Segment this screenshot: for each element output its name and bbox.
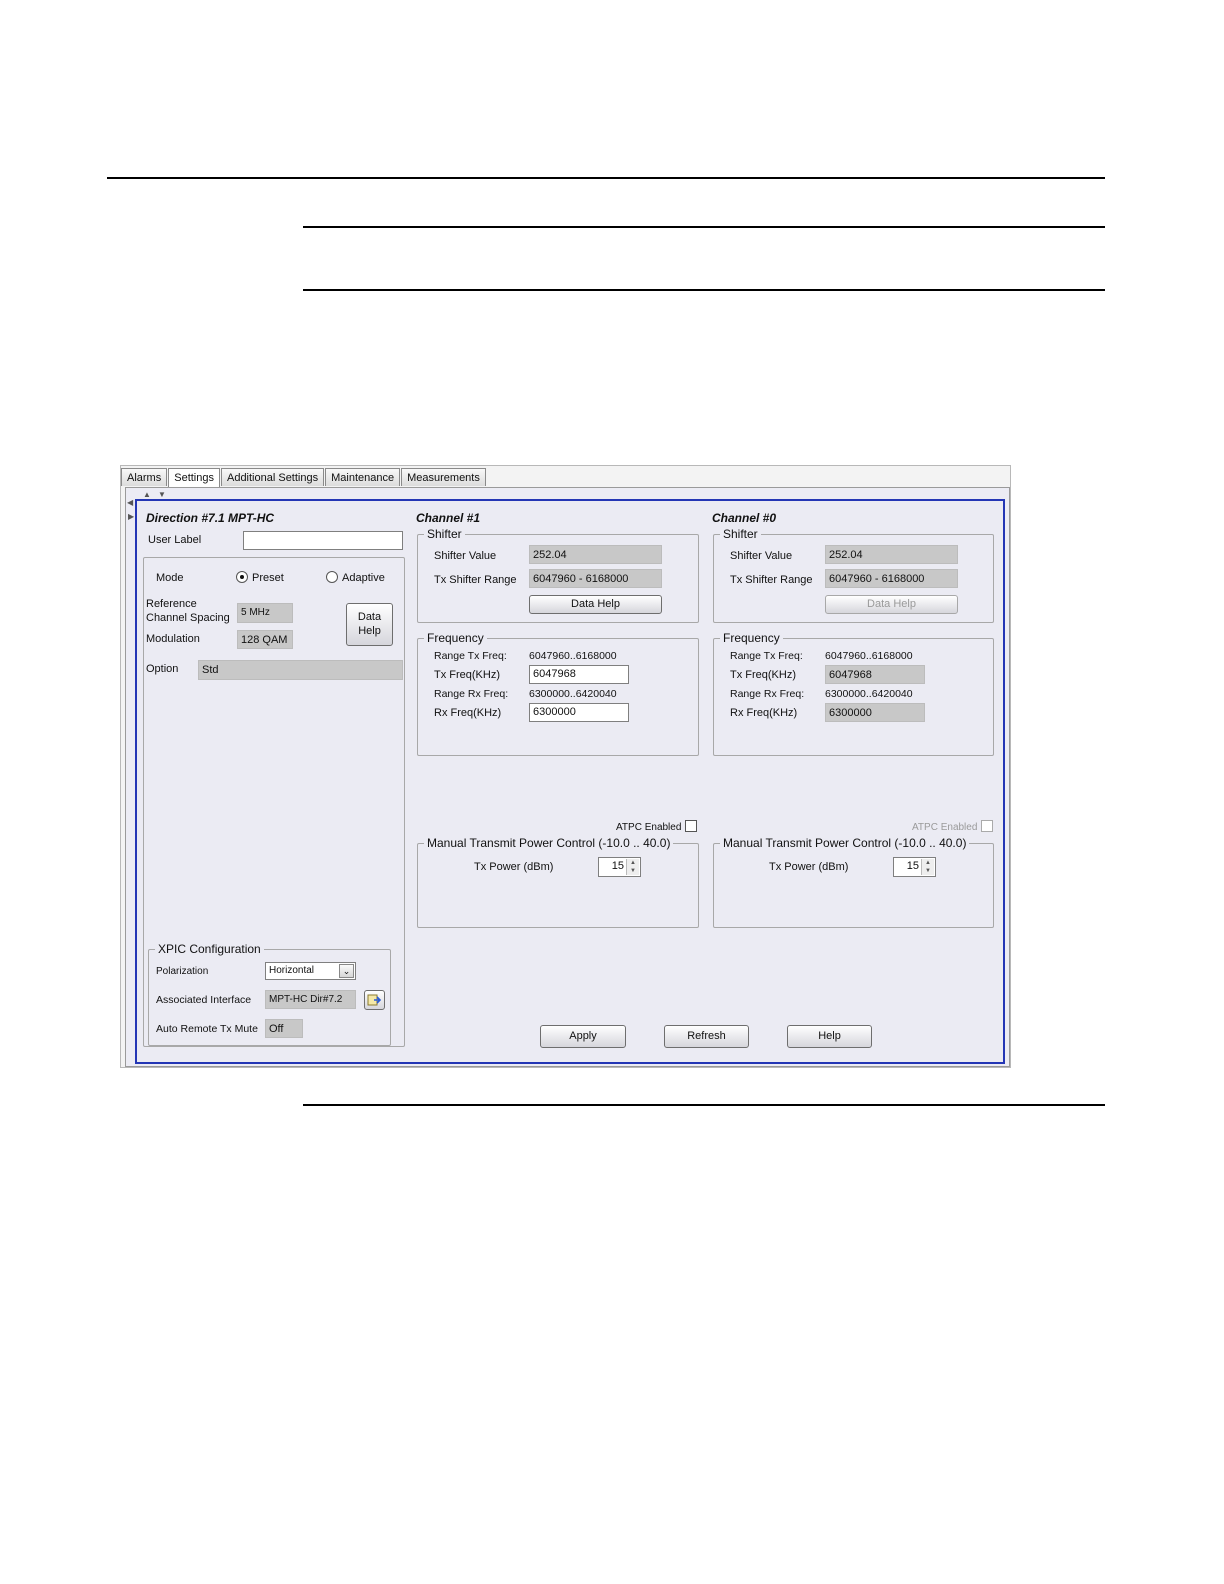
associated-interface-label: Associated Interface <box>156 994 252 1006</box>
polarization-select[interactable] <box>265 962 356 980</box>
channel1-rx-freq-label: Rx Freq(KHz) <box>434 707 502 719</box>
option-label: Option <box>146 663 179 675</box>
channel0-mtpc-group <box>713 836 994 928</box>
page-rule-3 <box>303 289 1105 291</box>
channel0-range-tx-label: Range Tx Freq: <box>730 650 803 662</box>
channel0-frequency-legend: Frequency <box>720 631 783 645</box>
tab-bar <box>121 468 487 488</box>
collapse-down-icon[interactable]: ▼ <box>158 490 166 499</box>
channel1-data-help-button[interactable]: Data Help <box>529 595 662 614</box>
mode-label: Mode <box>156 572 184 584</box>
collapse-up-icon[interactable]: ▲ <box>143 490 151 499</box>
mode-adaptive-label: Adaptive <box>342 572 385 584</box>
channel0-title: Channel #0 <box>712 511 777 525</box>
page-rule-2 <box>303 226 1105 228</box>
channel0-range-tx-value: 6047960..6168000 <box>825 650 913 662</box>
page-rule-bottom <box>303 1104 1105 1106</box>
auto-remote-tx-mute-value: Off <box>265 1019 303 1038</box>
associated-interface-nav-button[interactable] <box>364 990 385 1010</box>
channel1-shifter-legend: Shifter <box>424 527 465 541</box>
channel0-tx-power-value: 15 <box>906 860 919 872</box>
tab-maintenance[interactable]: Maintenance <box>325 468 400 486</box>
channel-spacing-value: 5 MHz <box>237 603 293 623</box>
channel0-range-rx-label: Range Rx Freq: <box>730 688 805 700</box>
channel-spacing-label: Channel Spacing <box>146 612 230 624</box>
tab-measurements[interactable]: Measurements <box>401 468 486 486</box>
refresh-button[interactable]: Refresh <box>664 1025 749 1048</box>
channel0-tx-shifter-range: 6047960 - 6168000 <box>825 569 958 588</box>
reference-label: Reference <box>146 598 197 610</box>
channel1-range-tx-label: Range Tx Freq: <box>434 650 507 662</box>
polarization-label: Polarization <box>156 966 209 977</box>
modulation-value: 128 QAM <box>237 630 293 649</box>
polarization-value: Horizontal <box>269 965 315 976</box>
channel1-tx-shifter-range-label: Tx Shifter Range <box>434 574 517 586</box>
channel1-tx-shifter-range: 6047960 - 6168000 <box>529 569 662 588</box>
channel1-shifter-value: 252.04 <box>529 545 662 564</box>
channel0-shifter-value-label: Shifter Value <box>730 550 793 562</box>
channel1-mtpc-legend: Manual Transmit Power Control (-10.0 .. 40.0) <box>424 836 673 850</box>
channel0-tx-freq-label: Tx Freq(KHz) <box>730 669 796 681</box>
expand-right-icon[interactable]: ▶ <box>128 512 135 521</box>
settings-panel <box>135 499 1005 1064</box>
channel0-tx-freq-value: 6047968 <box>825 665 925 684</box>
data-help-line1: Data <box>357 611 382 623</box>
expand-left-icon[interactable]: ◀ <box>127 498 134 507</box>
spinner-arrows-icon[interactable]: ▲ ▼ <box>626 859 639 875</box>
channel0-tx-power-spinner[interactable] <box>893 857 936 877</box>
channel1-range-rx-value: 6300000..6420040 <box>529 688 617 700</box>
channel1-shifter-value-label: Shifter Value <box>434 550 497 562</box>
channel0-rx-freq-value: 6300000 <box>825 703 925 722</box>
tab-additional-settings[interactable]: Additional Settings <box>221 468 324 486</box>
user-label-label: User Label <box>148 534 202 546</box>
channel1-mtpc-group <box>417 836 699 928</box>
page-rule-top <box>107 177 1105 179</box>
channel1-atpc-label: ATPC Enabled <box>616 822 682 833</box>
channel1-tx-power-label: Tx Power (dBm) <box>474 861 554 873</box>
radio-selected-dot <box>240 575 244 579</box>
channel0-shifter-value: 252.04 <box>825 545 958 564</box>
channel1-title: Channel #1 <box>416 511 481 525</box>
channel1-tx-freq-label: Tx Freq(KHz) <box>434 669 500 681</box>
direction-title: Direction #7.1 MPT-HC <box>146 511 275 525</box>
channel0-shifter-legend: Shifter <box>720 527 761 541</box>
channel1-tx-freq-input[interactable]: 6047968 <box>529 665 629 684</box>
channel1-tx-power-value: 15 <box>611 860 624 872</box>
tab-alarms[interactable]: Alarms <box>121 468 167 486</box>
settings-window <box>120 465 1011 1068</box>
go-to-icon <box>367 993 382 1007</box>
user-label-input[interactable] <box>243 531 403 550</box>
apply-button[interactable]: Apply <box>540 1025 626 1048</box>
tab-settings[interactable]: Settings <box>168 468 220 488</box>
channel1-range-rx-label: Range Rx Freq: <box>434 688 509 700</box>
modulation-label: Modulation <box>146 633 200 645</box>
data-help-line2: Help <box>358 625 381 637</box>
chevron-down-icon[interactable]: ⌄ <box>339 964 354 978</box>
channel0-rx-freq-label: Rx Freq(KHz) <box>730 707 798 719</box>
channel1-atpc-checkbox[interactable] <box>685 820 697 832</box>
channel0-mtpc-legend: Manual Transmit Power Control (-10.0 .. 40.0) <box>720 836 969 850</box>
channel0-range-rx-value: 6300000..6420040 <box>825 688 913 700</box>
spinner-arrows-icon[interactable]: ▲ ▼ <box>921 859 934 875</box>
help-button[interactable]: Help <box>787 1025 872 1048</box>
channel1-range-tx-value: 6047960..6168000 <box>529 650 617 662</box>
channel0-data-help-button[interactable]: Data Help <box>825 595 958 614</box>
option-value: Std <box>198 660 403 680</box>
channel1-tx-power-spinner[interactable] <box>598 857 641 877</box>
mode-adaptive-radio[interactable] <box>326 571 338 583</box>
xpic-legend: XPIC Configuration <box>155 942 264 956</box>
channel0-atpc-checkbox[interactable] <box>981 820 993 832</box>
associated-interface-value: MPT-HC Dir#7.2 <box>265 990 356 1009</box>
mode-preset-label: Preset <box>252 572 284 584</box>
channel0-tx-shifter-range-label: Tx Shifter Range <box>730 574 813 586</box>
channel1-frequency-legend: Frequency <box>424 631 487 645</box>
auto-remote-tx-mute-label: Auto Remote Tx Mute <box>156 1023 258 1035</box>
channel1-rx-freq-input[interactable]: 6300000 <box>529 703 629 722</box>
data-help-button-direction[interactable] <box>346 603 393 646</box>
channel0-tx-power-label: Tx Power (dBm) <box>769 861 849 873</box>
mode-preset-radio[interactable] <box>236 571 248 583</box>
channel0-atpc-label: ATPC Enabled <box>912 822 978 833</box>
